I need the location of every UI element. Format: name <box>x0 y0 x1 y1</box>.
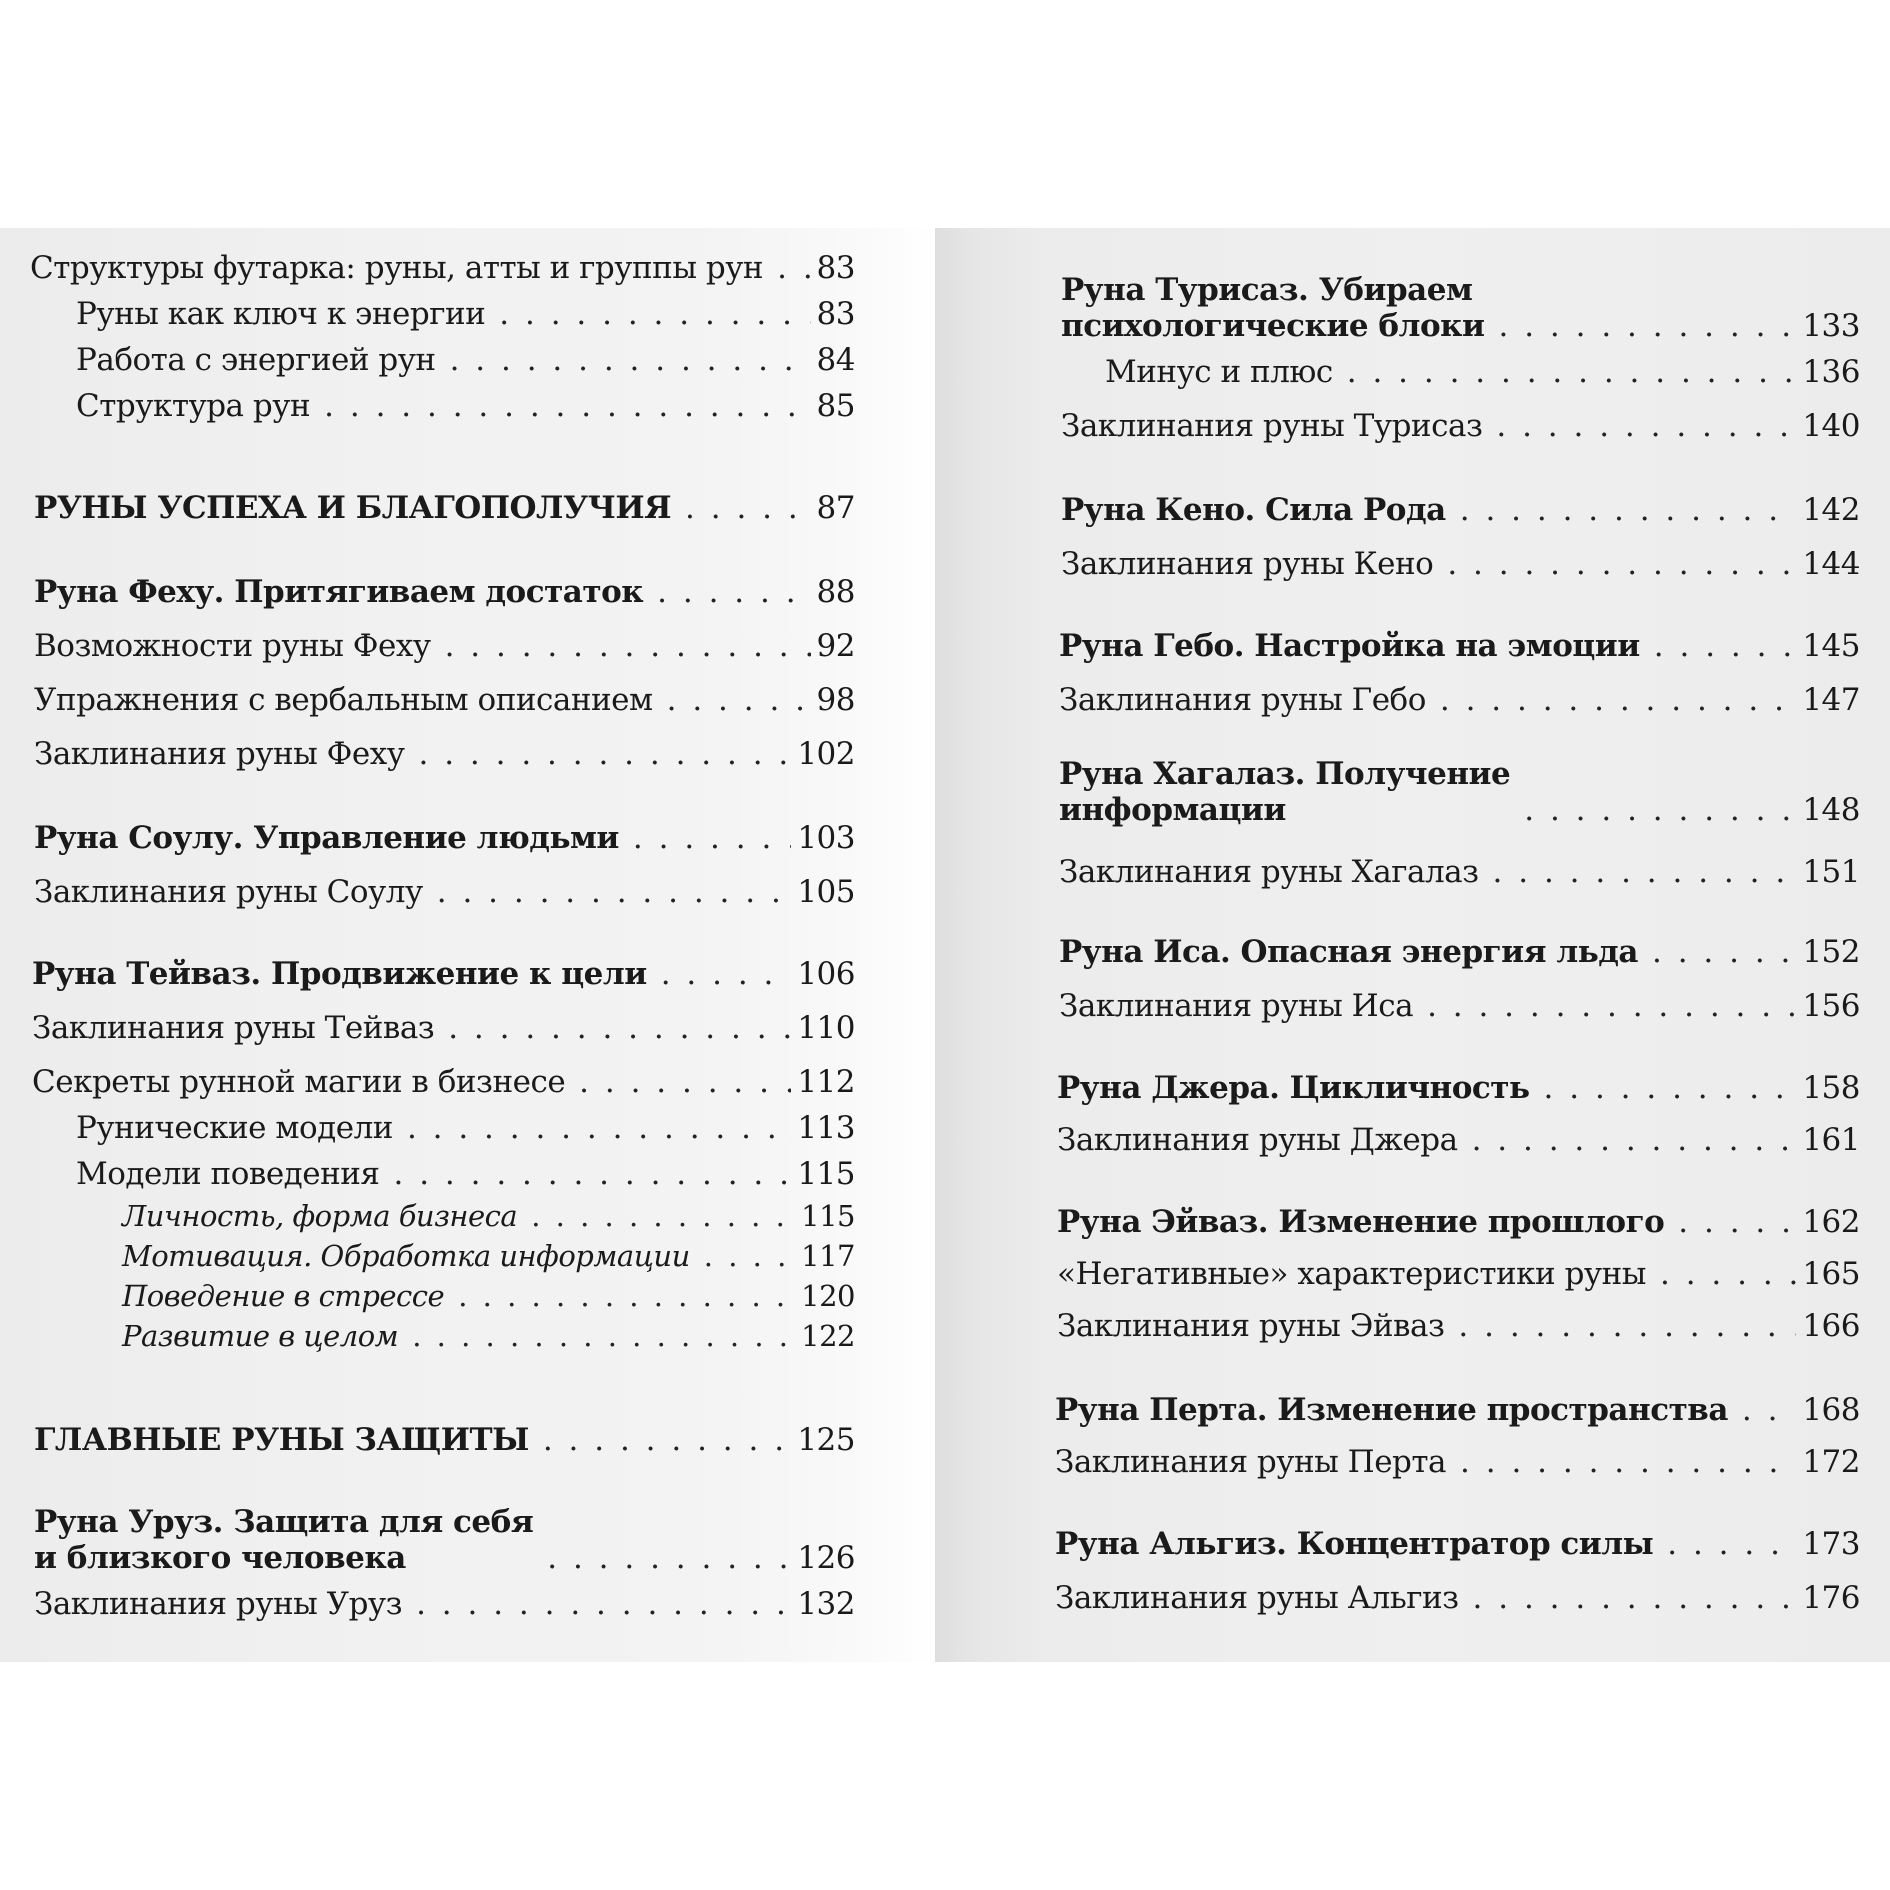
toc-entry-title: Мотивация. Обработка информации <box>122 1239 690 1273</box>
toc-leader-dots <box>1458 1308 1796 1344</box>
toc-page-number: 136 <box>1802 354 1860 390</box>
toc-entry <box>122 1318 855 1354</box>
toc-entry <box>76 296 855 332</box>
toc-leader-dots <box>1427 988 1796 1024</box>
toc-entry <box>1059 934 1860 970</box>
toc-leader-dots <box>547 1540 791 1576</box>
toc-entry-title: Заклинания руны Гебо <box>1059 682 1426 718</box>
toc-entry <box>1055 1392 1860 1428</box>
toc-entry-title: Заклинания руны Эйваз <box>1057 1308 1445 1344</box>
toc-page-number: 125 <box>797 1422 855 1458</box>
toc-leader-dots <box>1742 1392 1796 1428</box>
toc-page-number: 110 <box>797 1010 855 1046</box>
toc-leader-dots <box>1347 354 1797 390</box>
toc-leader-dots <box>531 1198 795 1234</box>
toc-leader-dots <box>1544 1070 1797 1106</box>
toc-entry <box>1061 546 1860 582</box>
toc-entry <box>1061 492 1860 528</box>
toc-entry <box>1105 354 1860 390</box>
toc-entry <box>1055 1526 1860 1562</box>
toc-entry <box>32 1010 855 1046</box>
toc-entry-title: Заклинания руны Кено <box>1061 546 1434 582</box>
toc-page-number: 168 <box>1802 1392 1860 1428</box>
toc-leader-dots <box>437 874 792 910</box>
toc-leader-dots <box>1499 308 1797 344</box>
toc-leader-dots <box>1654 628 1797 664</box>
toc-entry <box>1057 1204 1860 1240</box>
toc-leader-dots <box>777 250 810 286</box>
toc-leader-dots <box>448 1010 791 1046</box>
toc-entry-title: Руна Соулу. Управление людьми <box>34 820 619 856</box>
toc-entry <box>1061 272 1860 344</box>
toc-entry-title: Рунические модели <box>76 1110 393 1146</box>
toc-entry <box>1057 1070 1860 1106</box>
toc-entry <box>76 342 855 378</box>
toc-page-number: 145 <box>1802 628 1860 664</box>
toc-entry-title: Руны как ключ к энергии <box>76 296 486 332</box>
toc-page-number: 133 <box>1802 308 1860 344</box>
toc-entry-title: Заклинания руны Хагалаз <box>1059 854 1479 890</box>
toc-leader-dots <box>445 628 811 664</box>
toc-page-number: 83 <box>816 296 855 332</box>
toc-page-number: 161 <box>1802 1122 1860 1158</box>
toc-entry <box>34 874 855 910</box>
toc-entry-title: Структуры футарка: руны, атты и группы рун <box>30 250 764 286</box>
toc-leader-dots <box>418 736 791 772</box>
toc-entry-title: Поведение в стрессе <box>122 1279 445 1313</box>
toc-entry <box>34 736 855 772</box>
toc-leader-dots <box>416 1586 791 1622</box>
toc-entry-title: Заклинания руны Перта <box>1055 1444 1447 1480</box>
toc-entry <box>1055 1444 1860 1480</box>
toc-page-number: 120 <box>801 1279 855 1313</box>
toc-page-number: 176 <box>1802 1580 1860 1616</box>
toc-entry <box>1059 628 1860 664</box>
toc-page-number: 173 <box>1802 1526 1860 1562</box>
toc-leader-dots <box>667 682 811 718</box>
toc-page-number: 126 <box>797 1540 855 1576</box>
toc-page-number: 152 <box>1802 934 1860 970</box>
toc-leader-dots <box>458 1278 795 1314</box>
toc-entry <box>76 1110 855 1146</box>
toc-entry-title: Заклинания руны Иса <box>1059 988 1414 1024</box>
toc-entry-title: Руна Феху. Притягиваем достаток <box>34 574 644 610</box>
toc-entry-title: Руна Джера. Цикличность <box>1057 1070 1530 1106</box>
toc-page-number: 115 <box>801 1199 855 1233</box>
toc-page-number: 98 <box>816 682 855 718</box>
book-spread <box>0 228 1890 1662</box>
toc-entry-title: Заклинания руны Уруз <box>34 1586 403 1622</box>
toc-entry <box>122 1198 855 1234</box>
toc-entry-title: «Негативные» характеристики руны <box>1057 1256 1646 1292</box>
toc-leader-dots <box>1524 792 1796 828</box>
toc-page-number: 165 <box>1802 1256 1860 1292</box>
toc-leader-dots <box>1473 1580 1797 1616</box>
toc-page-number: 112 <box>797 1064 855 1100</box>
toc-entry <box>1057 1308 1860 1344</box>
toc-entry-title: Заклинания руны Джера <box>1057 1122 1458 1158</box>
toc-page-number: 92 <box>816 628 855 664</box>
toc-entry-title: Руна Гебо. Настройка на эмоции <box>1059 628 1640 664</box>
toc-entry-title: Заклинания руны Турисаз <box>1061 408 1483 444</box>
toc-page-number: 87 <box>816 490 855 526</box>
toc-entry <box>34 1422 855 1458</box>
toc-leader-dots <box>393 1156 791 1192</box>
toc-entry-title: Модели поведения <box>76 1156 380 1192</box>
toc-leader-dots <box>685 490 811 526</box>
toc-entry <box>1059 682 1860 718</box>
toc-entry <box>34 682 855 718</box>
toc-entry-title: РУНЫ УСПЕХА И БЛАГОПОЛУЧИЯ <box>34 490 672 526</box>
toc-entry-title: Заклинания руны Феху <box>34 736 405 772</box>
toc-entry-title: Минус и плюс <box>1105 354 1333 390</box>
toc-entry <box>76 1156 855 1192</box>
toc-entry <box>34 490 855 526</box>
toc-entry-title: Возможности руны Феху <box>34 628 431 664</box>
toc-entry <box>34 1504 855 1576</box>
toc-entry <box>32 956 855 992</box>
toc-entry <box>1059 988 1860 1024</box>
toc-entry <box>1059 854 1860 890</box>
toc-leader-dots <box>633 820 791 856</box>
toc-page-number: 102 <box>797 736 855 772</box>
left-page <box>0 228 935 1662</box>
toc-entry-title: Заклинания руны Альгиз <box>1055 1580 1459 1616</box>
toc-entry-title: Секреты рунной магии в бизнесе <box>32 1064 566 1100</box>
toc-leader-dots <box>1660 1256 1796 1292</box>
toc-page-number: 148 <box>1802 792 1860 828</box>
toc-leader-dots <box>407 1110 791 1146</box>
toc-entry-title: Заклинания руны Тейваз <box>32 1010 435 1046</box>
toc-page-number: 84 <box>816 342 855 378</box>
toc-entry-title: Руна Альгиз. Концентратор силы <box>1055 1526 1654 1562</box>
toc-entry-title: ГЛАВНЫЕ РУНЫ ЗАЩИТЫ <box>34 1422 529 1458</box>
toc-leader-dots <box>543 1422 792 1458</box>
toc-page-number: 151 <box>1802 854 1860 890</box>
toc-page-number: 117 <box>801 1239 855 1273</box>
toc-leader-dots <box>412 1318 795 1354</box>
toc-page-number: 122 <box>801 1319 855 1353</box>
toc-entry-title: Личность, форма бизнеса <box>122 1199 518 1233</box>
toc-entry-title: Заклинания руны Соулу <box>34 874 423 910</box>
toc-entry <box>122 1238 855 1274</box>
toc-leader-dots <box>1460 1444 1796 1480</box>
toc-entry <box>32 1064 855 1100</box>
toc-page-number: 142 <box>1802 492 1860 528</box>
toc-entry <box>76 388 855 424</box>
toc-leader-dots <box>704 1238 795 1274</box>
toc-entry <box>30 250 855 286</box>
toc-page-number: 162 <box>1802 1204 1860 1240</box>
toc-entry <box>122 1278 855 1314</box>
toc-entry <box>34 820 855 856</box>
toc-entry-title: Упражнения с вербальным описанием <box>34 682 653 718</box>
toc-entry-title: Руна Хагалаз. Получение информации <box>1059 756 1511 828</box>
toc-page-number: 103 <box>797 820 855 856</box>
toc-leader-dots <box>324 388 810 424</box>
toc-entry-title: Руна Эйваз. Изменение прошлого <box>1057 1204 1665 1240</box>
toc-entry-title: Работа с энергией рун <box>76 342 436 378</box>
toc-page-number: 156 <box>1802 988 1860 1024</box>
toc-page-number: 140 <box>1802 408 1860 444</box>
toc-leader-dots <box>1652 934 1796 970</box>
toc-page-number: 113 <box>797 1110 855 1146</box>
toc-leader-dots <box>1667 1526 1796 1562</box>
toc-entry <box>1057 1256 1860 1292</box>
toc-leader-dots <box>499 296 810 332</box>
toc-entry-title: Руна Тейваз. Продвижение к цели <box>32 956 647 992</box>
toc-page-number: 105 <box>797 874 855 910</box>
toc-entry-title: Руна Уруз. Защита для себя и близкого человека <box>34 1504 534 1576</box>
toc-page-number: 172 <box>1802 1444 1860 1480</box>
toc-leader-dots <box>1447 546 1796 582</box>
toc-entry-title: Руна Перта. Изменение пространства <box>1055 1392 1728 1428</box>
toc-entry <box>34 1586 855 1622</box>
toc-leader-dots <box>1496 408 1796 444</box>
toc-entry-title: Структура рун <box>76 388 311 424</box>
toc-page-number: 88 <box>816 574 855 610</box>
toc-entry <box>1057 1122 1860 1158</box>
toc-leader-dots <box>1493 854 1797 890</box>
toc-page-number: 132 <box>797 1586 855 1622</box>
right-page <box>935 228 1890 1662</box>
toc-page-number: 147 <box>1802 682 1860 718</box>
toc-page-number: 144 <box>1802 546 1860 582</box>
toc-leader-dots <box>1460 492 1797 528</box>
toc-page-number: 158 <box>1802 1070 1860 1106</box>
toc-entry <box>1055 1580 1860 1616</box>
toc-leader-dots <box>450 342 811 378</box>
toc-page-number: 106 <box>797 956 855 992</box>
toc-page-number: 115 <box>797 1156 855 1192</box>
table-of-contents-left <box>0 228 935 1662</box>
toc-page-number: 166 <box>1802 1308 1860 1344</box>
toc-page-number: 83 <box>816 250 855 286</box>
toc-entry-title: Руна Турисаз. Убираем психологические блоки <box>1061 272 1485 344</box>
toc-leader-dots <box>1678 1204 1796 1240</box>
toc-entry <box>34 628 855 664</box>
toc-entry <box>34 574 855 610</box>
toc-entry-title: Развитие в целом <box>122 1319 399 1353</box>
toc-leader-dots <box>661 956 792 992</box>
toc-entry <box>1061 408 1860 444</box>
toc-leader-dots <box>1440 682 1796 718</box>
toc-leader-dots <box>1472 1122 1797 1158</box>
toc-leader-dots <box>579 1064 791 1100</box>
toc-entry <box>1059 756 1860 828</box>
toc-entry-title: Руна Иса. Опасная энергия льда <box>1059 934 1638 970</box>
toc-leader-dots <box>657 574 810 610</box>
toc-entry-title: Руна Кено. Сила Рода <box>1061 492 1446 528</box>
table-of-contents-right <box>935 228 1890 1662</box>
toc-page-number: 85 <box>816 388 855 424</box>
